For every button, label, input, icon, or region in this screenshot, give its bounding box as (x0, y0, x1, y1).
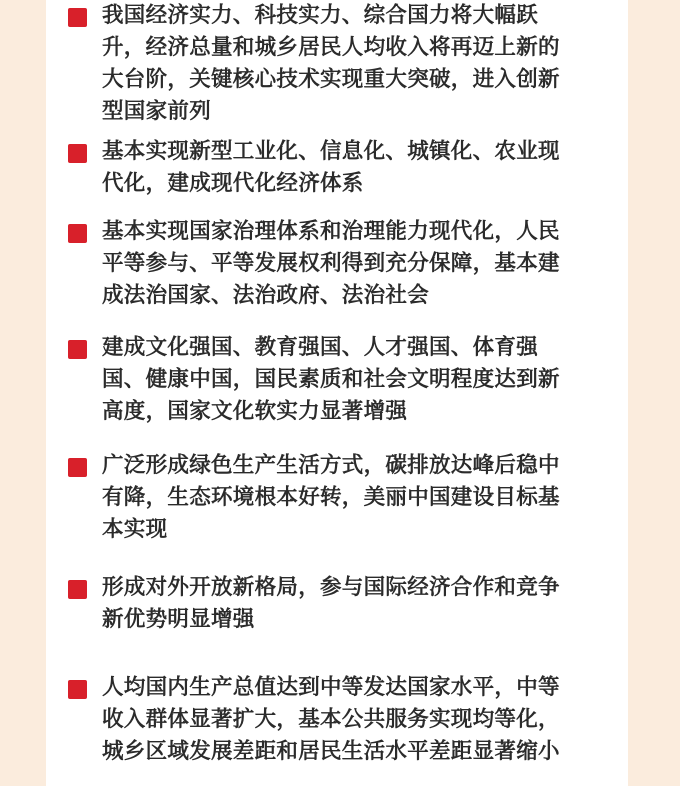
list-item-text: 基本实现新型工业化、信息化、城镇化、农业现代化，建成现代化经济体系 (102, 139, 560, 196)
list-item-text: 人均国内生产总值达到中等发达国家水平，中等收入群体显著扩大，基本公共服务实现均等化，城乡区域发展差距和居民生活水平差距显著缩小 (102, 675, 560, 764)
bullet-square-icon (68, 8, 87, 27)
bullet-square-icon (68, 458, 87, 477)
list-item-text: 我国经济实力、科技实力、综合国力将大幅跃升，经济总量和城乡居民人均收入将再迈上新的大台阶，关键核心技术实现重大突破，进入创新型国家前列 (102, 3, 560, 124)
bullet-square-icon (68, 144, 87, 163)
bullet-square-icon (68, 224, 87, 243)
bullet-square-icon (68, 580, 87, 599)
bullet-square-icon (68, 340, 87, 359)
list-item-text: 基本实现国家治理体系和治理能力现代化，人民平等参与、平等发展权利得到充分保障，基本建成法治国家、法治政府、法治社会 (102, 219, 560, 308)
list-item-text: 建成文化强国、教育强国、人才强国、体育强国、健康中国，国民素质和社会文明程度达到新高度，国家文化软实力显著增强 (102, 335, 560, 424)
list-item-text: 形成对外开放新格局，参与国际经济合作和竞争新优势明显增强 (102, 575, 560, 632)
list-item-text: 广泛形成绿色生产生活方式，碳排放达峰后稳中有降，生态环境根本好转，美丽中国建设目标基本实现 (102, 453, 560, 542)
bullet-square-icon (68, 680, 87, 699)
